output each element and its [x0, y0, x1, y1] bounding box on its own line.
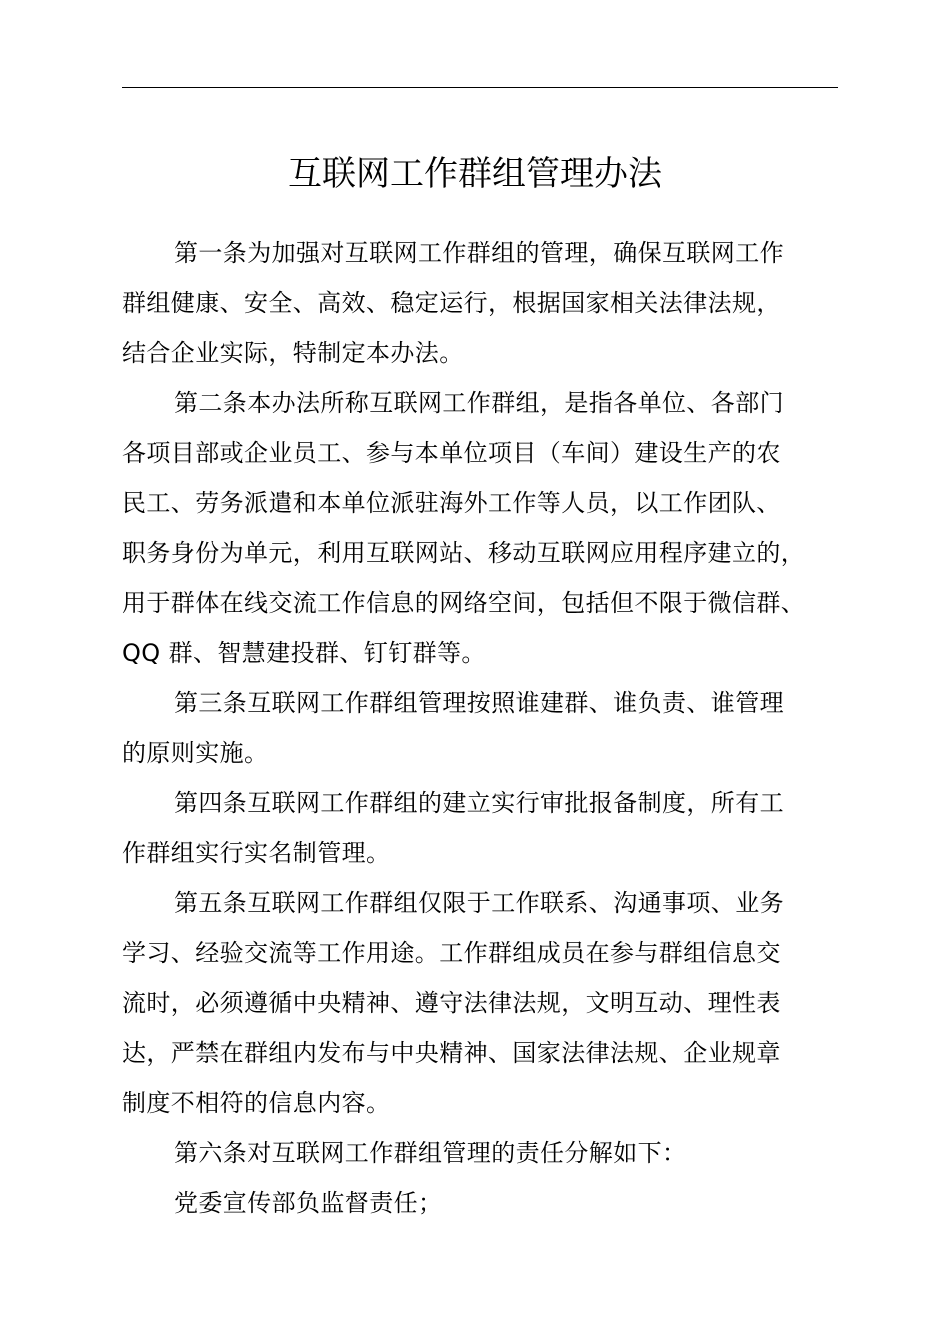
body-line: 第一条为加强对互联网工作群组的管理，确保互联网工作 [174, 239, 784, 267]
body-line: 结合企业实际，特制定本办法。 [122, 339, 464, 367]
body-line: 达，严禁在群组内发布与中央精神、国家法律法规、企业规章 [122, 1039, 781, 1067]
body-line: 学习、经验交流等工作用途。工作群组成员在参与群组信息交 [122, 939, 781, 967]
body-line: 职务身份为单元，利用互联网站、移动互联网应用程序建立的， [122, 539, 806, 567]
body-line: 第二条本办法所称互联网工作群组，是指各单位、各部门 [174, 389, 784, 417]
body-line: QQ 群、智慧建投群、钉钉群等。 [122, 639, 486, 667]
document-body [122, 228, 850, 1228]
body-line: 党委宣传部负监督责任； [174, 1189, 443, 1217]
body-line: 民工、劳务派遣和本单位派驻海外工作等人员，以工作团队、 [122, 489, 781, 517]
document-title: 互联网工作群组管理办法 [288, 154, 662, 194]
body-line: 第三条互联网工作群组管理按照谁建群、谁负责、谁管理 [174, 689, 784, 717]
body-line: 第六条对互联网工作群组管理的责任分解如下： [174, 1139, 687, 1167]
body-line: 的原则实施。 [122, 739, 269, 767]
body-line: 用于群体在线交流工作信息的网络空间，包括但不限于微信群、 [122, 589, 806, 617]
body-line: 作群组实行实名制管理。 [122, 839, 391, 867]
body-line: 第四条互联网工作群组的建立实行审批报备制度，所有工 [174, 789, 784, 817]
body-line: 制度不相符的信息内容。 [122, 1089, 391, 1117]
body-line: 流时，必须遵循中央精神、遵守法律法规，文明互动、理性表 [122, 989, 781, 1017]
body-line: 各项目部或企业员工、参与本单位项目（车间）建设生产的农 [122, 439, 781, 467]
body-line: 群组健康、安全、高效、稳定运行，根据国家相关法律法规， [122, 289, 781, 317]
header-rule [122, 87, 838, 88]
body-line: 第五条互联网工作群组仅限于工作联系、沟通事项、业务 [174, 889, 784, 917]
